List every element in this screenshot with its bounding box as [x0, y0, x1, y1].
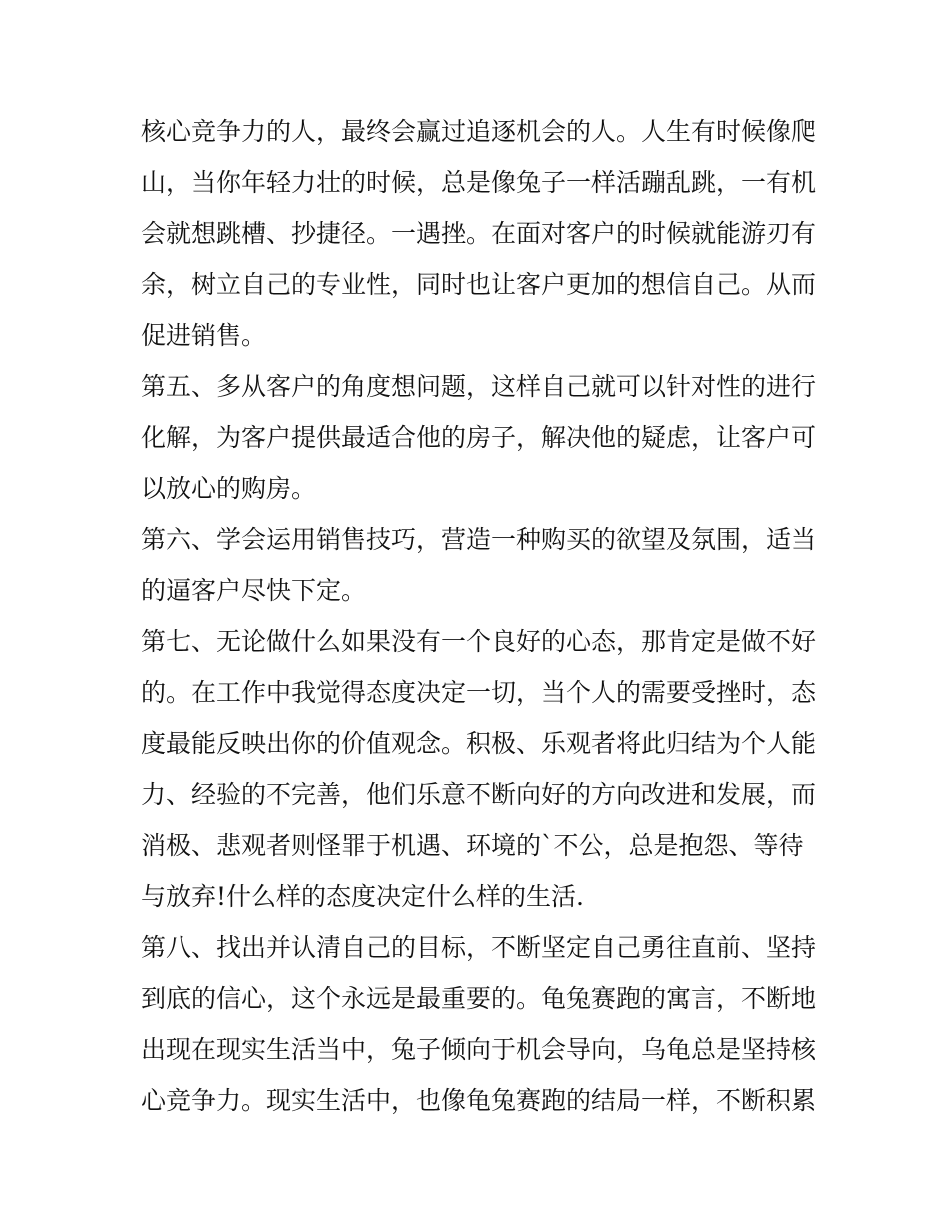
- document-body: [141, 106, 816, 1126]
- text-line: 第六、学会运用销售技巧，营造一种购买的欲望及氛围，适当: [141, 525, 816, 554]
- text-line: 第七、无论做什么如果没有一个良好的心态，那肯定是做不好: [141, 627, 816, 656]
- text-line: 度最能反映出你的价值观念。积极、乐观者将此归结为个人能: [141, 729, 816, 758]
- text-line: 山，当你年轻力壮的时候，总是像兔子一样活蹦乱跳，一有机: [141, 168, 816, 197]
- text-line: 到底的信心，这个永远是最重要的。龟兔赛跑的寓言，不断地: [141, 984, 816, 1013]
- text-line: 出现在现实生活当中，兔子倾向于机会导向，乌龟总是坚持核: [141, 1035, 816, 1064]
- text-line: 的逼客户尽快下定。: [141, 576, 367, 605]
- text-line: 第五、多从客户的角度想问题，这样自己就可以针对性的进行: [141, 372, 816, 401]
- text-line: 以放心的购房。: [141, 474, 317, 503]
- text-line: 促进销售。: [141, 321, 267, 350]
- text-line: 会就想跳槽、抄捷径。一遇挫。在面对客户的时候就能游刃有: [141, 219, 816, 248]
- text-line: 力、经验的不完善，他们乐意不断向好的方向改进和发展，而: [141, 780, 816, 809]
- text-line: 化解，为客户提供最适合他的房子，解决他的疑虑，让客户可: [141, 423, 816, 452]
- text-line: 与放弃!什么样的态度决定什么样的生活.: [141, 882, 584, 911]
- text-line: 心竞争力。现实生活中，也像龟兔赛跑的结局一样，不断积累: [141, 1086, 816, 1115]
- text-line: 余，树立自己的专业性，同时也让客户更加的想信自己。从而: [141, 270, 816, 299]
- text-line: 消极、悲观者则怪罪于机遇、环境的`不公，总是抱怨、等待: [141, 831, 804, 860]
- text-line: 的。在工作中我觉得态度决定一切，当个人的需要受挫时，态: [141, 678, 816, 707]
- text-line: 核心竞争力的人，最终会赢过追逐机会的人。人生有时候像爬: [141, 117, 816, 146]
- text-line: 第八、找出并认清自己的目标，不断坚定自己勇往直前、坚持: [141, 933, 816, 962]
